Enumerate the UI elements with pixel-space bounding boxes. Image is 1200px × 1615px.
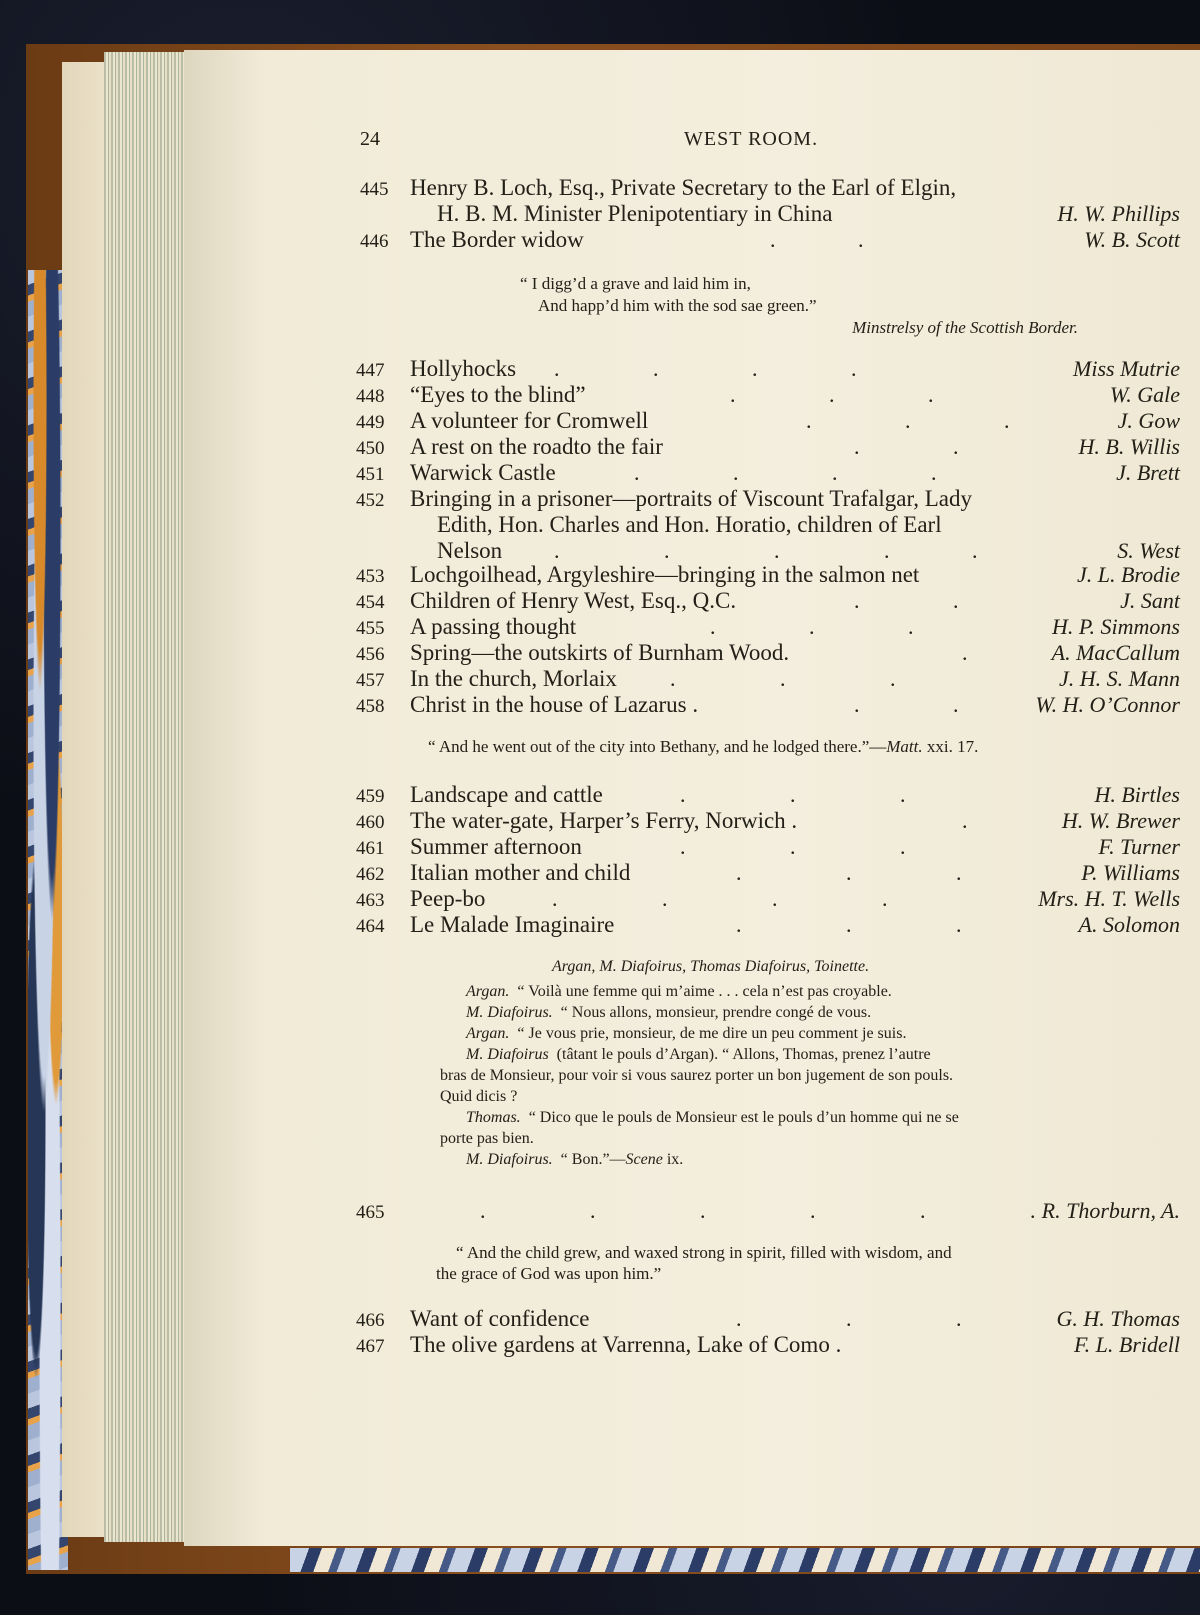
- entry-artist: H. W. Brewer: [1061, 808, 1180, 833]
- quote-line: “ And the child grew, and waxed strong in spirit, filled with wisdom, and: [456, 1243, 952, 1262]
- entry-number: 452: [356, 490, 385, 511]
- entry-artist: W. H. O’Connor: [1035, 692, 1180, 717]
- entry-artist: A. Solomon: [1078, 912, 1180, 937]
- speaker: Argan.: [466, 983, 510, 1000]
- dialogue-text: “ Dico que le pouls de Monsieur est le pouls d’un homme qui ne se: [528, 1109, 959, 1126]
- dialogue-text: (tâtant le pouls d’Argan). “ Allons, Thomas, prenez l’autre: [556, 1046, 931, 1063]
- entry-artist: W. Gale: [1109, 382, 1180, 407]
- entry-artist: F. Turner: [1098, 834, 1180, 859]
- leader-dots: . . .: [806, 408, 1010, 433]
- leader-dots: . . . .: [552, 886, 888, 911]
- entry-title-continued: H. B. M. Minister Plenipotentiary in China: [437, 201, 833, 226]
- leader-dots: . . . .: [634, 460, 937, 485]
- leader-dots: .: [962, 640, 968, 665]
- entry-number: 464: [356, 916, 385, 937]
- entry-number: 450: [356, 438, 385, 459]
- entry-number: 466: [356, 1310, 385, 1331]
- entry-artist: R. Thorburn, A.: [1041, 1198, 1180, 1223]
- entry-title-continued: Nelson: [437, 538, 503, 563]
- entry-number: 453: [356, 566, 385, 587]
- leader-dots: . .: [854, 692, 959, 717]
- entry-artist: F. L. Bridell: [1074, 1332, 1180, 1357]
- leader-dots: . .: [854, 434, 959, 459]
- entry-title: The water-gate, Harper’s Ferry, Norwich .: [410, 808, 798, 833]
- speaker: M. Diafoirus.: [466, 1151, 553, 1168]
- entry-artist: Mrs. H. T. Wells: [1038, 886, 1180, 911]
- leader-dots: . . . .: [554, 356, 857, 381]
- entry-artist: H. P. Simmons: [1052, 614, 1180, 639]
- leader-dots: . . .: [736, 1306, 962, 1331]
- entry-title: “Eyes to the blind”: [410, 382, 586, 407]
- entry-number: 445: [360, 179, 389, 200]
- dialogue-line: porte pas bien.: [440, 1130, 534, 1147]
- speaker: M. Diafoirus: [466, 1046, 549, 1063]
- entry-title: Henry B. Loch, Esq., Private Secretary to the Earl of Elgin,: [410, 175, 957, 200]
- entry-title: A volunteer for Cromwell: [410, 408, 649, 433]
- leader-dots: . .: [770, 227, 864, 252]
- scene-number: ix.: [666, 1151, 684, 1168]
- entry-artist: A. MacCallum: [1051, 640, 1180, 665]
- entry-artist: J. H. S. Mann: [1059, 666, 1180, 691]
- quote-line: [428, 737, 978, 757]
- leader-dots: .: [962, 808, 968, 833]
- entry-number: 459: [356, 786, 385, 807]
- page-number: 24: [360, 128, 380, 150]
- entry-artist: J. Gow: [1117, 408, 1180, 433]
- leader-dots: . . .: [736, 860, 962, 885]
- entry-number: 462: [356, 864, 385, 885]
- speaker: M. Diafoirus.: [466, 1004, 553, 1021]
- entry-title: Hollyhocks: [410, 356, 517, 381]
- entry-number: 451: [356, 464, 385, 485]
- entry-title: Le Malade Imaginaire: [410, 912, 615, 937]
- entry-number: 457: [356, 670, 385, 691]
- entry-title: Want of confidence: [410, 1306, 590, 1331]
- entry-artist: J. L. Brodie: [1076, 562, 1180, 587]
- entry-title-continued: Edith, Hon. Charles and Hon. Horatio, children of Earl: [437, 512, 942, 537]
- entry-number: 447: [356, 360, 385, 381]
- entry-artist: G. H. Thomas: [1056, 1306, 1180, 1331]
- leader-dots: . . .: [680, 782, 906, 807]
- entry-artist: J. Brett: [1116, 460, 1180, 485]
- entry-number: 463: [356, 890, 385, 911]
- quote-line: And happ’d him with the sod sae green.”: [538, 296, 817, 315]
- speaker: Thomas.: [466, 1109, 521, 1126]
- entry-number: 456: [356, 644, 385, 665]
- dialogue-line: [466, 1151, 683, 1169]
- entry-artist: H. B. Willis: [1078, 434, 1180, 459]
- entry-artist: S. West: [1117, 538, 1180, 563]
- entry-title: Summer afternoon: [410, 834, 582, 859]
- entry-number: 454: [356, 592, 385, 613]
- entry-artist: H. W. Phillips: [1057, 201, 1180, 226]
- leader-dots: . . .: [670, 666, 896, 691]
- entry-number: 465: [356, 1202, 385, 1223]
- entry-title: Warwick Castle: [410, 460, 556, 485]
- leader-dots: . . . . . .: [480, 1198, 1036, 1223]
- leader-dots: . . . . .: [554, 538, 978, 563]
- page-edges: [104, 52, 190, 1542]
- entry-title: Spring—the outskirts of Burnham Wood.: [410, 640, 790, 665]
- leader-dots: . . .: [710, 614, 914, 639]
- quote-source: Minstrelsy of the Scottish Border.: [852, 318, 1078, 337]
- entry-artist: H. Birtles: [1094, 782, 1180, 807]
- dialogue-line: [466, 1046, 931, 1064]
- entry-title: The olive gardens at Varrenna, Lake of Como .: [410, 1332, 842, 1357]
- entry-number: 467: [356, 1336, 385, 1357]
- entry-artist: P. Williams: [1081, 860, 1180, 885]
- dialogue-text: “ Nous allons, monsieur, prendre congé de vous.: [560, 1004, 872, 1021]
- entry-artist: J. Sant: [1120, 588, 1180, 613]
- entry-artist: W. B. Scott: [1084, 227, 1180, 252]
- dialogue-line: bras de Monsieur, pour voir si vous saurez porter un bon jugement de son pouls.: [440, 1067, 954, 1084]
- entry-title: In the church, Morlaix: [410, 666, 617, 691]
- quote-reference: Matt.: [886, 737, 923, 756]
- bottom-endpaper: [290, 1548, 1200, 1572]
- entry-title: A passing thought: [410, 614, 577, 639]
- entry-number: 455: [356, 618, 385, 639]
- dialogue-line: [466, 1004, 871, 1022]
- scene-reference: Scene: [625, 1151, 663, 1168]
- entry-title: Christ in the house of Lazarus .: [410, 692, 699, 717]
- entry-title: A rest on the roadto the fair: [410, 434, 663, 459]
- entry-title: The Border widow: [410, 227, 584, 252]
- leader-dots: . . .: [730, 382, 934, 407]
- dialogue-text: “ Je vous prie, monsieur, de me dire un peu comment je suis.: [517, 1025, 907, 1042]
- quote-line: “ I digg’d a grave and laid him in,: [520, 274, 751, 293]
- entry-number: 448: [356, 386, 385, 407]
- page-title: WEST ROOM.: [684, 128, 819, 150]
- entry-title: Children of Henry West, Esq., Q.C.: [410, 588, 737, 613]
- entry-title: Italian mother and child: [410, 860, 631, 885]
- leader-dots: . . .: [736, 912, 962, 937]
- entry-number: 460: [356, 812, 385, 833]
- dialogue-line: [466, 983, 892, 1001]
- dialogue-line: [466, 1109, 959, 1127]
- dialogue-line: [466, 1025, 906, 1043]
- entry-number: 449: [356, 412, 385, 433]
- entry-title: Lochgoilhead, Argyleshire—bringing in the salmon net: [410, 562, 920, 587]
- entry-number: 458: [356, 696, 385, 717]
- quote-line: the grace of God was upon him.”: [436, 1264, 662, 1283]
- quote-verse: xxi. 17.: [926, 737, 979, 756]
- leader-dots: . .: [854, 588, 959, 613]
- dialogue-text: “ Bon.”—: [560, 1151, 626, 1168]
- entry-title: Peep-bo: [410, 886, 486, 911]
- dialogue-line: Quid dicis ?: [440, 1088, 518, 1105]
- character-list: Argan, M. Diafoirus, Thomas Diafoirus, Toinette.: [552, 958, 870, 975]
- dialogue-text: “ Voilà une femme qui m’aime . . . cela n’est pas croyable.: [517, 983, 892, 1000]
- entry-number: 461: [356, 838, 385, 859]
- entry-title: Bringing in a prisoner—portraits of Viscount Trafalgar, Lady: [410, 486, 972, 511]
- entry-number: 446: [360, 231, 389, 252]
- speaker: Argan.: [466, 1025, 510, 1042]
- leader-dots: . . .: [680, 834, 906, 859]
- entry-title: Landscape and cattle: [410, 782, 603, 807]
- quote-text: “ And he went out of the city into Bethany, and he lodged there.”—: [428, 737, 887, 756]
- entry-artist: Miss Mutrie: [1073, 356, 1180, 381]
